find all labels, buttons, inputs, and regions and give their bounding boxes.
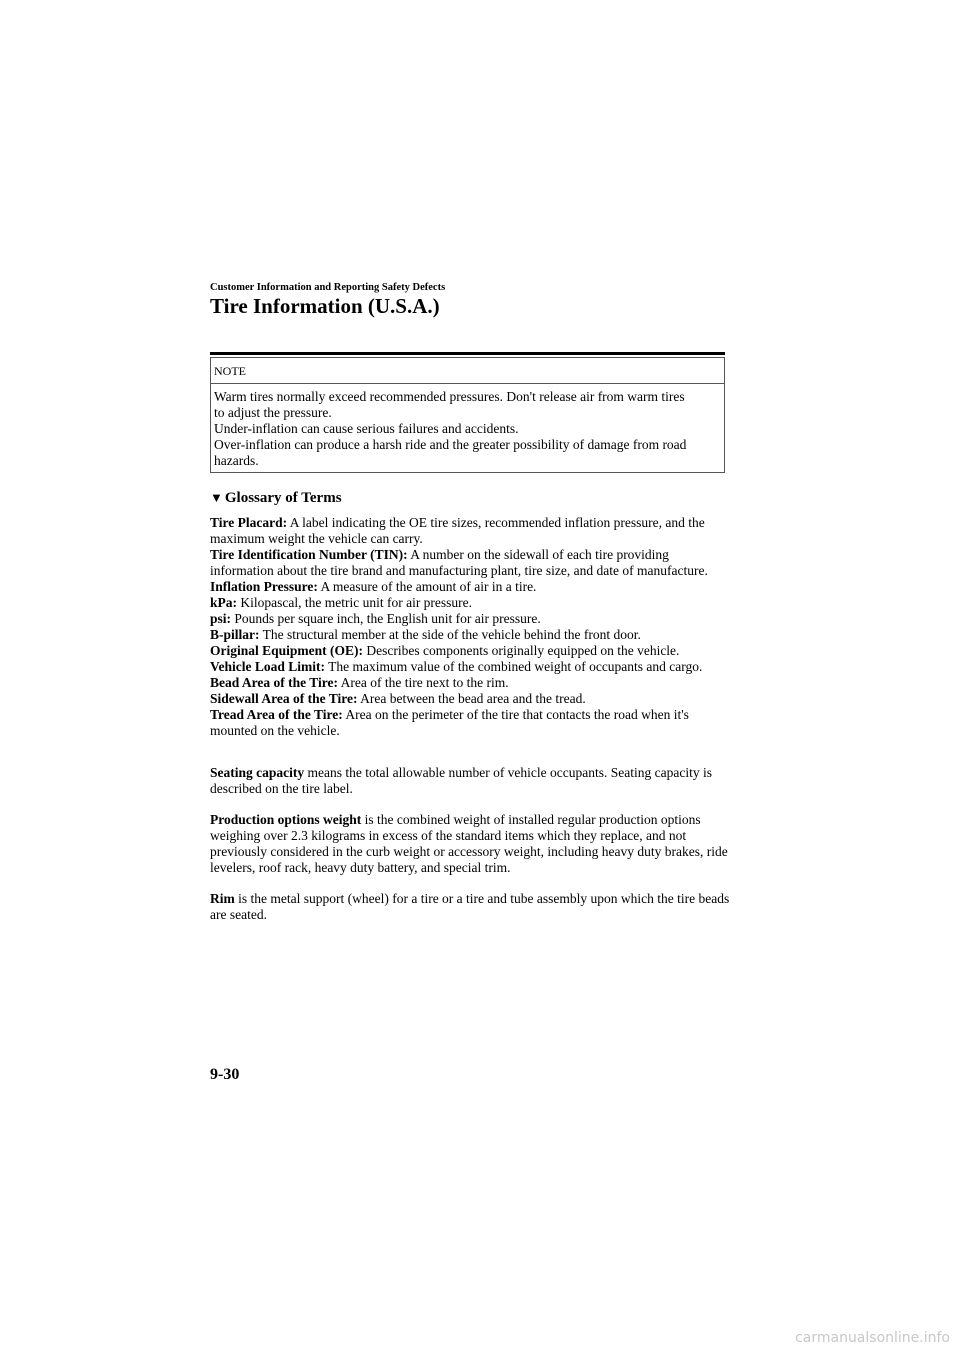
glossary-entry [210, 611, 730, 627]
note-line: to adjust the pressure. [214, 405, 332, 420]
seating-capacity-text: means the total allowable number of vehicle occupants. Seating capacity is described on the tire label. [210, 765, 712, 796]
glossary-heading-text: Glossary of Terms [224, 490, 342, 506]
glossary-definition: Kilopascal, the metric unit for air pressure. [237, 595, 473, 610]
glossary-entry [210, 675, 730, 691]
glossary-definition: Describes components originally equipped on the vehicle. [363, 643, 680, 658]
glossary-definition: Area of the tire next to the rim. [338, 675, 509, 690]
glossary-term: Bead Area of the Tire: [210, 675, 338, 690]
glossary-definition: Area between the bead area and the tread. [357, 691, 586, 706]
glossary-term: Tire Identification Number (TIN): [210, 547, 408, 562]
glossary-entry [210, 515, 730, 547]
note-title: NOTE [211, 358, 724, 384]
glossary-term: Vehicle Load Limit: [210, 659, 326, 674]
page-title: Tire Information (U.S.A.) [210, 294, 440, 318]
glossary-entry [210, 579, 730, 595]
page-number: 9-30 [210, 1066, 240, 1083]
note-line: Over-inflation can produce a harsh ride and the greater possibility of damage from road [214, 437, 687, 452]
rim-paragraph [210, 891, 730, 923]
note-line: hazards. [214, 453, 259, 468]
note-line: Under-inflation can cause serious failures and accidents. [214, 421, 519, 436]
watermark: carmanualsonline.info [795, 1330, 950, 1346]
glossary-entry [210, 691, 730, 707]
seating-capacity-term: Seating capacity [210, 765, 305, 780]
rim-term: Rim [210, 891, 235, 906]
note-line: Warm tires normally exceed recommended pressures. Don't release air from warm tires [214, 389, 685, 404]
glossary-entry [210, 659, 730, 675]
glossary-term: Inflation Pressure: [210, 579, 318, 594]
glossary-entry [210, 707, 730, 739]
glossary-term: Original Equipment (OE): [210, 643, 364, 658]
section-label: Customer Information and Reporting Safety Defects [210, 282, 446, 293]
heading-rule [210, 352, 725, 355]
glossary-definition: A label indicating the OE tire sizes, recommended inflation pressure, and the maximum weight the vehicle can carry. [210, 515, 705, 546]
glossary-entry [210, 547, 730, 579]
glossary-definition: The maximum value of the combined weight of occupants and cargo. [325, 659, 703, 674]
glossary-definition: A number on the sidewall of each tire providing information about the tire brand and manufacturing plant, tire size, and date of manufacture. [210, 547, 708, 578]
glossary-entry [210, 643, 730, 659]
glossary-term: kPa: [210, 595, 237, 610]
glossary-definition: The structural member at the side of the vehicle behind the front door. [259, 627, 641, 642]
triangle-down-icon: ▼ [210, 490, 223, 505]
note-body [214, 389, 719, 469]
glossary-heading [210, 490, 342, 507]
note-box [210, 357, 725, 473]
glossary-term: Sidewall Area of the Tire: [210, 691, 358, 706]
glossary-definition: Pounds per square inch, the English unit for air pressure. [231, 611, 541, 626]
rim-text: is the metal support (wheel) for a tire or a tire and tube assembly upon which the tire beads are seated. [210, 891, 730, 922]
glossary-term: Tread Area of the Tire: [210, 707, 343, 722]
glossary-entry [210, 595, 730, 611]
glossary-term: B-pillar: [210, 627, 260, 642]
glossary-list [210, 515, 730, 739]
production-options-text: is the combined weight of installed regular production options weighing over 2.3 kilograms in excess of the standard items which they replace, and not previously considered in the curb weight or accessory weight, including heavy duty brakes, ride levelers, roof rack, heavy duty battery, and special trim. [210, 812, 728, 875]
glossary-definition: Area on the perimeter of the tire that contacts the road when it's mounted on the vehicle. [210, 707, 689, 738]
glossary-term: psi: [210, 611, 232, 626]
production-options-paragraph [210, 812, 730, 876]
glossary-definition: A measure of the amount of air in a tire. [317, 579, 537, 594]
production-options-term: Production options weight [210, 812, 362, 827]
seating-capacity-paragraph [210, 765, 730, 797]
glossary-term: Tire Placard: [210, 515, 288, 530]
glossary-entry [210, 627, 730, 643]
